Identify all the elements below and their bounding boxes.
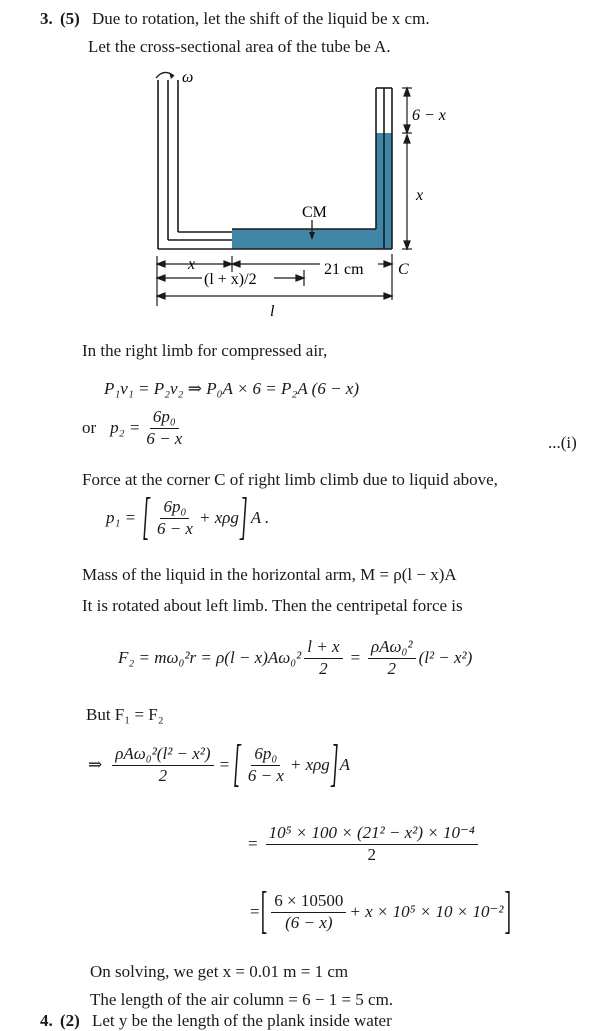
force-corner-text: Force at the corner C of right limb climb due to liquid above, xyxy=(82,470,498,489)
p1-equation: p₁ = [ $\frac{\text{6p₀}}{6 - x}$ + xρg ] A . xyxy=(106,488,270,546)
answer-label: (5) xyxy=(60,9,80,28)
intro-line-1: Due to rotation, let the shift of the liquid be x cm. xyxy=(92,9,430,28)
p1-lhs: p₁ = xyxy=(106,508,137,528)
dim-half-label: (l + x)/2 xyxy=(204,271,257,288)
implies-numerator: ρAω₀²(l² − x²) xyxy=(112,745,213,766)
implies-a: A xyxy=(339,755,350,775)
f2-numerator-2: ρAω₀² xyxy=(368,638,416,659)
final-denominator: (6 − x) xyxy=(285,912,333,932)
f2-equals: = xyxy=(349,648,361,668)
eq2-denominator: 6 − x xyxy=(146,428,183,448)
numeric-numerator: 10⁵ × 100 × (21² − x²) × 10⁻⁴ xyxy=(266,824,478,845)
implies-equation: ⇒ $\frac{\text{ρAω₀²(l² − x²)}}{2}$ = [ $\frac{\text{6p₀}}{6 - x}$ + xρg ] A xyxy=(88,735,350,793)
top-gap-label: 6 − x xyxy=(412,107,446,124)
next-answer-label: (2) xyxy=(60,1011,80,1030)
dim-l-label: l xyxy=(270,303,275,320)
final-fraction xyxy=(271,892,346,932)
equation-1: P₁v₁ = P₂v₂ ⇒ P₀A × 6 = P₂A (6 − x) xyxy=(104,379,359,398)
implies-symbol: ⇒ xyxy=(88,755,103,775)
f2-denominator-2: 2 xyxy=(387,658,397,678)
implies-tail: + xρg xyxy=(289,755,330,775)
right-height-dimension xyxy=(402,135,412,249)
f2-left: F₂ = mω₀²r = ρ(l − x)Aω₀² xyxy=(118,648,302,668)
f2-fraction-2 xyxy=(368,638,416,678)
f2-fraction-1 xyxy=(304,638,342,678)
implies-bracket-fraction xyxy=(245,745,287,785)
final-numerator: 6 × 10500 xyxy=(271,892,346,913)
dim-x-label: x xyxy=(188,256,196,273)
u-tube-diagram xyxy=(140,66,446,326)
numeric-equation xyxy=(248,824,481,864)
final-equals: = xyxy=(250,902,260,922)
implies-denominator: 2 xyxy=(158,765,168,785)
but-line: But F₁ = F₂ xyxy=(86,705,164,724)
rotated-line: It is rotated about left limb. Then the centripetal force is xyxy=(82,596,463,615)
implies-bracket-numerator: 6p₀ xyxy=(251,745,280,766)
right-limb-text: In the right limb for compressed air, xyxy=(82,341,328,360)
solving-line: On solving, we get x = 0.01 m = 1 cm xyxy=(90,962,349,981)
f2-tail: (l² − x²) xyxy=(418,648,473,668)
equation-tag: ...(i) xyxy=(548,433,577,452)
numeric-fraction xyxy=(266,824,478,864)
p1-tail: + xρg xyxy=(198,508,239,528)
next-problem-number: 4. xyxy=(40,1011,53,1030)
p1-denominator: 6 − x xyxy=(156,518,193,538)
p1-end: A . xyxy=(250,508,270,528)
liquid-horizontal xyxy=(232,229,382,249)
next-problem-text: Let y be the length of the plank inside water xyxy=(92,1011,392,1030)
corner-label: C xyxy=(398,261,409,278)
numeric-denominator: 2 xyxy=(367,844,376,864)
implies-bracket-denominator: 6 − x xyxy=(247,765,284,785)
equation-2 xyxy=(82,408,188,448)
intro-line-2: Let the cross-sectional area of the tube be A. xyxy=(88,37,391,56)
final-equation: = [ $\frac{6 \times 10500}{(6 - x)}$ + x × 10⁵ × 10 × 10⁻² ] xyxy=(250,882,512,940)
eq2-fraction xyxy=(143,408,185,448)
implies-equals: = xyxy=(218,755,231,775)
or-text: or xyxy=(82,418,97,438)
f2-equation xyxy=(118,638,472,678)
f2-denominator-1: 2 xyxy=(319,658,328,678)
p1-fraction xyxy=(154,498,196,538)
problem-number: 3. xyxy=(40,9,53,28)
mass-line: Mass of the liquid in the horizontal arm, M = ρ(l − x)A xyxy=(82,565,457,584)
implies-fraction xyxy=(112,745,213,785)
cm-label: CM xyxy=(302,204,327,221)
tube-walls xyxy=(158,80,392,249)
bottom-dimension-row-3 xyxy=(157,293,392,299)
top-gap-dimension xyxy=(402,88,412,133)
p1-numerator: 6p₀ xyxy=(160,498,189,519)
eq2-lhs: p₂ = xyxy=(110,418,141,438)
f2-numerator-1: l + x xyxy=(304,638,342,659)
dim-21-label: 21 cm xyxy=(324,261,364,278)
omega-label: ω xyxy=(182,69,194,86)
numeric-equals: = xyxy=(248,834,258,854)
air-column-line: The length of the air column = 6 − 1 = 5 cm. xyxy=(90,990,394,1009)
eq2-numerator: 6p₀ xyxy=(150,408,179,429)
rotation-arrowhead-icon xyxy=(169,72,174,79)
final-tail: + x × 10⁵ × 10 × 10⁻² xyxy=(349,902,504,922)
right-height-label: x xyxy=(416,187,424,204)
